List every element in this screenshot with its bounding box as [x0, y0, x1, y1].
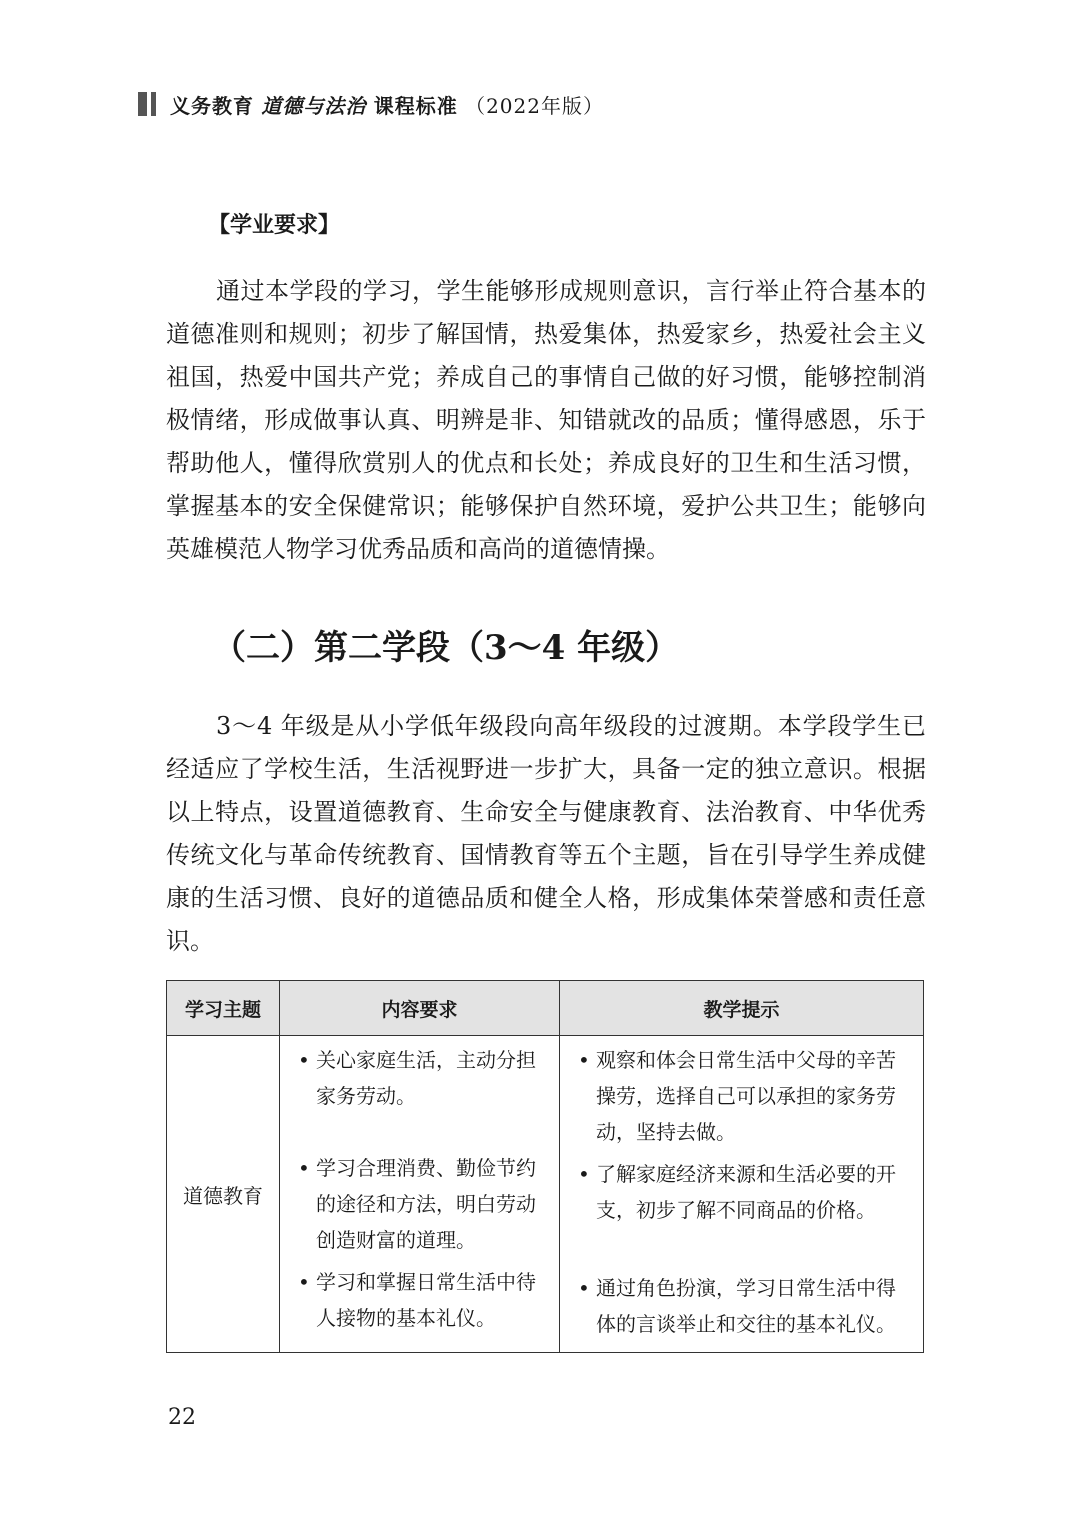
tips-text: 观察和体会日常生活中父母的辛苦操劳，选择自己可以承担的家务劳动，坚持去做。	[596, 1048, 896, 1144]
tips-cell	[560, 1036, 924, 1353]
header-bar-mark	[138, 92, 147, 116]
tips-text: 了解家庭经济来源和生活必要的开支，初步了解不同商品的价格。	[596, 1162, 896, 1222]
content-text: 学习合理消费、勤俭节约的途径和方法，明白劳动创造财富的道理。	[316, 1156, 536, 1252]
header-part3: 课程标准	[373, 93, 458, 118]
tips-item	[574, 1156, 913, 1228]
section-paragraph: 3～4 年级是从小学低年级段向高年级段的过渡期。本学段学生已经适应了学校生活，生活视野进一步扩大，具备一定的独立意识。根据以上特点，设置道德教育、生命安全与健康教育、法治教育、中华优秀传统文化与革命传统教育、国情教育等五个主题，旨在引导学生养成健康的生活习惯、良好的道德品质和健全人格，形成集体荣誉感和责任意识。	[166, 712, 926, 955]
content-text: 学习和掌握日常生活中待人接物的基本礼仪。	[316, 1270, 536, 1330]
header-bar-mark-thin	[151, 92, 156, 116]
content-item	[294, 1264, 549, 1336]
bullet: •	[298, 1156, 310, 1180]
table-row	[167, 1036, 924, 1353]
header-part1: 义务教育	[170, 93, 254, 118]
requirements-paragraph: 通过本学段的学习，学生能够形成规则意识，言行举止符合基本的道德准则和规则；初步了解国情，热爱集体，热爱家乡，热爱社会主义祖国，热爱中国共产党；养成自己的事情自己做的好习惯，能够控制消极情绪，形成做事认真、明辨是非、知错就改的品质；懂得感恩，乐于帮助他人，懂得欣赏别人的优点和长处；养成良好的卫生和生活习惯，掌握基本的安全保健常识；能够保护自然环境，爱护公共卫生；能够向英雄模范人物学习优秀品质和高尚的道德情操。	[166, 277, 926, 563]
header-theme: 学习主题	[167, 981, 280, 1036]
bullet: •	[578, 1162, 590, 1186]
header-tips: 教学提示	[560, 981, 924, 1036]
content-item	[294, 1150, 549, 1258]
section-title: （二）第二学段（3～4 年级）	[212, 628, 680, 668]
header-title	[170, 90, 604, 119]
bullet: •	[298, 1270, 310, 1294]
bullet: •	[298, 1048, 310, 1072]
content-text: 关心家庭生活，主动分担家务劳动。	[316, 1048, 536, 1108]
table-header-row	[167, 981, 924, 1036]
tips-text: 通过角色扮演，学习日常生活中得体的言谈举止和交往的基本礼仪。	[596, 1276, 896, 1336]
content-item	[294, 1042, 549, 1114]
page-number: 22	[168, 1405, 196, 1430]
tips-item	[574, 1042, 913, 1150]
tips-item	[574, 1270, 913, 1342]
running-header	[138, 88, 604, 120]
topics-table	[166, 980, 924, 1353]
bullet: •	[578, 1048, 590, 1072]
header-part2: 道德与法治	[261, 93, 367, 118]
header-part4: （2022年版）	[465, 93, 604, 118]
theme-cell: 道德教育	[167, 1036, 280, 1353]
header-content: 内容要求	[280, 981, 560, 1036]
requirements-heading: 【学业要求】	[208, 213, 341, 238]
content-cell	[280, 1036, 560, 1353]
bullet: •	[578, 1276, 590, 1300]
